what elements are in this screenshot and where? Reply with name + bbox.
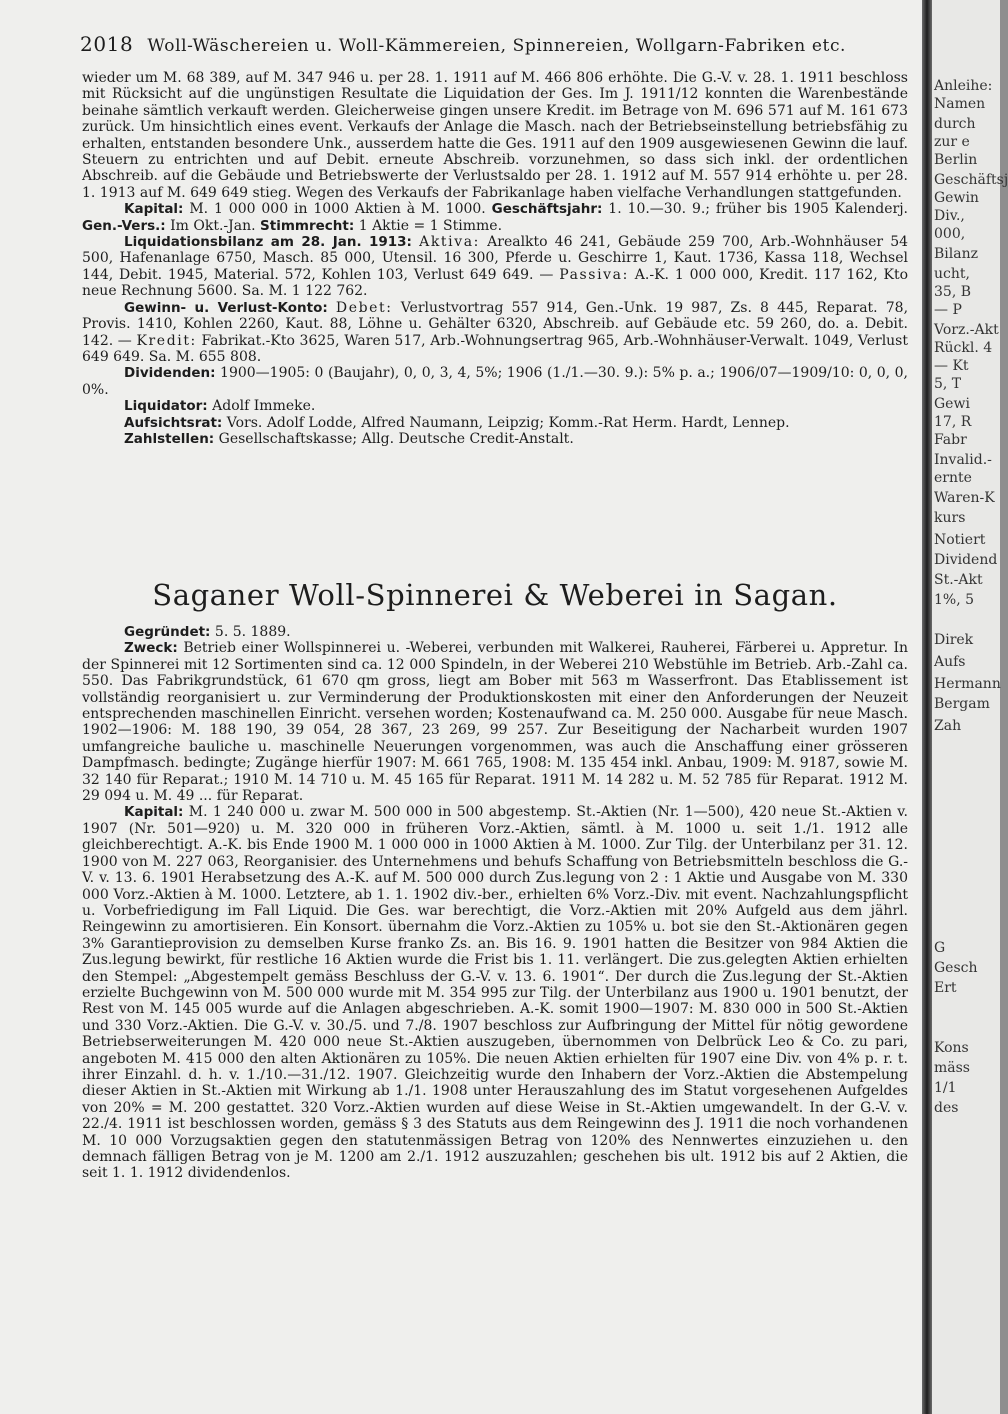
adjacent-page-fragment: Bergam — [934, 696, 990, 712]
dividends: Dividenden: 1900—1905: 0 (Baujahr), 0, 0, 3, 4, 5%; 1906 (1./1.—30. 9.): 5% p. a.; 1906/07—1909/10: 0, 0, 0, 0%. — [82, 365, 908, 398]
adjacent-page-fragment: Direk — [934, 632, 974, 648]
adjacent-page-fragment: Invalid.- — [934, 452, 992, 468]
adjacent-page-fragment: Geschäftsj — [934, 172, 1008, 188]
running-head — [80, 32, 910, 56]
adjacent-page-fragment: ernte — [934, 470, 972, 486]
adjacent-page-fragment: Waren-K — [934, 490, 995, 506]
previous-entry — [82, 70, 908, 447]
adjacent-page-fragment: kurs — [934, 510, 966, 526]
adjacent-page-fragment: durch — [934, 116, 976, 132]
adjacent-page-fragment: Gewi — [934, 396, 970, 412]
adjacent-page-fragment: St.-Akt — [934, 572, 983, 588]
page-number: 2018 — [80, 32, 134, 56]
adjacent-page-fragment: Dividend — [934, 552, 998, 568]
adjacent-page-fragment: Notiert — [934, 532, 986, 548]
adjacent-page-fragment: Gesch — [934, 960, 978, 976]
adjacent-page-fragment: Zah — [934, 718, 962, 734]
running-head-text: Woll-Wäschereien u. Woll-Kämmereien, Spinnereien, Wollgarn-Fabriken etc. — [147, 36, 847, 56]
company-entry — [82, 624, 908, 1182]
founded: Gegründet: 5. 5. 1889. — [124, 624, 291, 640]
adjacent-page-fragment: Bilanz — [934, 246, 978, 262]
adjacent-page-fragment: Berlin — [934, 152, 978, 168]
capital: Kapital: M. 1 240 000 u. zwar M. 500 000 in 500 abgestemp. St.-Aktien (Nr. 1—500), 420 neue St.-Aktien v. 1907 (Nr. 501—920) u. M. 320 000 in früheren Vorz.-Aktien, sämtl. à M. 1000 u. seit 1./1. 1912 alle gleichberechtigt. A.-K. bis Ende 1900 M. 1 000 000 in 1000 Aktien à M. 1000. Zur Tilg. der Unterbilanz per 31. 12. 1900 von M. 227 063, Reorganisier. des Unternehmens und behufs Schaffung von Betriebsmitteln beschloss die G.-V. v. 13. 6. 1901 Herabsetzung des A.-K. auf M. 500 000 durch Zus.legung von 2 : 1 Aktie und Ausgabe von M. 330 000 Vorz.-Aktien à M. 1000. Letztere, ab 1. 1. 1902 div.-ber., erhielten 6% Vorz.-Div. mit event. Nachzahlungspflicht u. Vorbefriedigung im Fall Liquid. Die Ges. war berechtigt, die Vorz.-Aktien mit 20% Aufgeld aus dem jährl. Reingewinn zu amortisieren. Ein Konsort. übernahm die Vorz.-Aktien zu 105% u. bot sie den St.-Aktionären gegen 3% Garantieprovision zu demselben Kurse franko Zs. an. Bis 16. 9. 1901 hatten die Besitzer von 984 Aktien die Zus.legung bewirkt, für restliche 16 Aktien wurde die Frist bis 1. 11. verlängert. Die zus.gelegten Aktien erhielten den Stempel: „Abgestempelt gemäss Beschluss der G.-V. v. 13. 6. 1901“. Der durch die Zus.legung der St.-Aktien erzielte Buchgewinn von M. 500 000 wurde mit M. 354 995 zur Tilg. der Unterbilanz aus 1900 u. 1901 benutzt, der Rest von M. 145 005 wurde auf die Anlagen abgeschrieben. A.-K. somit 1900—1907: M. 830 000 in 500 St.-Aktien und 330 Vorz.-Aktien. Die G.-V. v. 30./5. und 7./8. 1907 beschloss zur Aufbringung der Mittel für nötig gewordene Betriebserweiterungen M. 420 000 neue St.-Aktien auszugeben, übernommen von Delbrück Leo & Co. zu pari, angeboten M. 415 000 den alten Aktionären zu 105%. Die neuen Aktien erhielten für 1907 eine Div. von 4% p. r. t. ihrer Einzahl. d. h. v. 1./10.—31./12. 1907. Gleichzeitig wurde den Inhabern der Vorz.-Aktien die Abstempelung dieser Aktien in St.-Aktien mit Wirkung ab 1./1. 1908 unter Herauszahlung des im Statut vorgesehenen Aufgeldes von 20% = M. 200 gestattet. 320 Vorz.-Aktien wurden auf diese Weise in St.-Aktien umgewandelt. In der G.-V. v. 22./4. 1911 ist beschlossen worden, gemäss § 3 des Statuts aus dem Reingewinn des J. 1911 die noch vorhandenen M. 10 000 Vorzugsaktien gegen den statutenmässigen Betrag von 120% des Nennwertes einzuziehen u. den demnach fälligen Betrag von je M. 1200 am 2./1. 1912 auszuzahlen; geschehen bis ult. 1912 bis auf 2 Aktien, die seit 1. 1. 1912 dividendenlos. — [82, 804, 909, 1182]
kapital-paragraph: Kapital: M. 1 000 000 in 1000 Aktien à M. 1000. Geschäftsjahr: 1. 10.—30. 9.; früher bis 1905 Kalenderj. Gen.-Vers.: Im Okt.-Jan. Stimmrecht: 1 Aktie = 1 Stimme. — [82, 201, 909, 234]
adjacent-page-fragment: Ert — [934, 980, 957, 996]
company-title: Saganer Woll-Spinnerei & Weberei in Sagan. — [152, 578, 838, 612]
adjacent-page-fragment: Fabr — [934, 432, 967, 448]
adjacent-page-fragment: mäss — [934, 1060, 970, 1076]
profit-loss-account: Gewinn- u. Verlust-Konto: Debet: Verlustvortrag 557 914, Gen.-Unk. 19 987, Zs. 8 445, Reparat. 78, Provis. 1410, Kohlen 2260, Kaut. 88, Löhne u. Gehälter 6320, Abschreib. auf Gebäude etc. 59 260, do. a. Debit. 142. — Kredit: Fabrikat.-Kto 3625, Waren 517, Arb.-Wohnungsertrag 965, Arb.-Wohnhäuser-Verwalt. 1049, Verlust 649 649. Sa. M. 655 808. — [82, 299, 909, 365]
adjacent-page-fragment: 000, — [934, 226, 966, 242]
adjacent-page-fragment: Gewin — [934, 190, 979, 206]
adjacent-page-fragment: 1/1 — [934, 1080, 957, 1096]
adjacent-page-fragment: ucht, — [934, 266, 970, 282]
adjacent-page-fragment: Vorz.-Akt — [934, 322, 999, 338]
adjacent-page-fragment: Hermann — [934, 676, 1001, 692]
previous-entry-intro: wieder um M. 68 389, auf M. 347 946 u. per 28. 1. 1911 auf M. 466 806 erhöhte. Die G.-V. v. 28. 1. 1911 beschloss mit Rücksicht auf die ungünstigen Resultate die Liquidation der Ges. Im J. 1911/12 konnten die Warenbestände beinahe sämtlich verkauft werden. Gleicherweise gingen unsere Kredit. im Betrage von M. 696 571 auf M. 161 673 zurück. Um hinsichtlich eines event. Verkaufs der Anlage die Masch. nach der Betriebseinstellung betriebsfähig zu erhalten, entstanden besondere Unk., ausserdem hatte die Ges. 1911 auf den 1909 ausgewiesenen Gewinn die lauf. Steuern zu entrichten und auf Debit. erneute Abschreib. vorzunehmen, so dass sich inkl. der ordentlichen Abschreib. auf die Gebäude und Betriebswerte der Verlustsaldo per 28. 1. 1912 auf M. 557 914 erhöhte u. per 28. 1. 1913 auf M. 649 649 stieg. Wegen des Verkaufs der Fabrikanlage haben vielfache Verhandlungen stattgefunden. — [82, 70, 908, 201]
book-gutter — [922, 0, 932, 1414]
adjacent-page-fragment: G — [934, 940, 946, 956]
adjacent-page-fragment: Namen — [934, 96, 986, 112]
adjacent-page-edge — [932, 0, 1008, 1414]
adjacent-page-fragment: 1%, 5 — [934, 592, 975, 608]
adjacent-page-fragment: zur e — [934, 134, 970, 150]
adjacent-page-fragment: Rückl. 4 — [934, 340, 993, 356]
adjacent-page-fragment: — Kt — [934, 358, 969, 374]
adjacent-page-fragment: 17, R — [934, 414, 972, 430]
adjacent-page-fragment: Kons — [934, 1040, 969, 1056]
adjacent-page-fragment: des — [934, 1100, 959, 1116]
supervisory-board: Aufsichtsrat: Vors. Adolf Lodde, Alfred Naumann, Leipzig; Komm.-Rat Herm. Hardt, Lennep. — [124, 414, 790, 431]
adjacent-page-fragment: — P — [934, 302, 962, 318]
adjacent-page-fragment: Aufs — [934, 654, 966, 670]
liquidation-balance: Liquidationsbilanz am 28. Jan. 1913: Aktiva: Arealkto 46 241, Gebäude 259 700, Arb.-Wohnhäuser 54 500, Hafenanlage 6750, Masch. 85 000, Utensil. 16 300, Pferde u. Geschirre 1, Kaut. 1736, Kassa 118, Wechsel 144, Debit. 1945, Material. 572, Kohlen 103, Verlust 649 649. — Passiva: A.-K. 1 000 000, Kredit. 117 162, Kto neue Rechnung 5600. Sa. M. 1 122 762. — [82, 234, 909, 300]
paying-agents: Zahlstellen: Gesellschaftskasse; Allg. Deutsche Credit-Anstalt. — [124, 430, 574, 447]
adjacent-page-fragment: Anleihe: — [934, 78, 993, 94]
purpose: Zweck: Betrieb einer Wollspinnerei u. -Weberei, verbunden mit Walkerei, Rauherei, Färberei u. Appretur. In der Spinnerei mit 12 Sortimenten sind ca. 12 000 Spindeln, in der Weberei 210 Webstühle im Betrieb. Arb.-Zahl ca. 550. Das Fabrikgrundstück, 61 670 qm gross, liegt am Bober mit 563 m Wasserfront. Das Etablissement ist vollständig reorganisiert u. zur Verminderung der Produktionskosten mit einer den Anforderungen der Neuzeit entsprechenden maschinellen Einricht. versehen worden; Kostenaufwand ca. M. 250 000. Ausgabe für neue Masch. 1902—1906: M. 188 190, 39 054, 28 367, 23 269, 99 257. Zur Beseitigung der Nacharbeit wurden 1907 umfangreiche bauliche u. maschinelle Neuerungen vorgenommen, was auch die Anschaffung einer grösseren Dampfmasch. bedingte; Zugänge hierfür 1907: M. 661 765, 1908: M. 135 454 inkl. Anbau, 1909: M. 9187, sowie M. 32 140 für Reparat.; 1910 M. 14 710 u. M. 45 165 für Reparat. 1911 M. 14 282 u. M. 52 785 für Reparat. 1912 M. 29 094 u. M. 49 ... für Reparat. — [82, 640, 908, 805]
adjacent-page-fragment: 5, T — [934, 376, 962, 392]
liquidator: Liquidator: Adolf Immeke. — [124, 398, 316, 415]
adjacent-page-fragment: 35, B — [934, 284, 972, 300]
adjacent-page-fragment: Div., — [934, 208, 965, 224]
